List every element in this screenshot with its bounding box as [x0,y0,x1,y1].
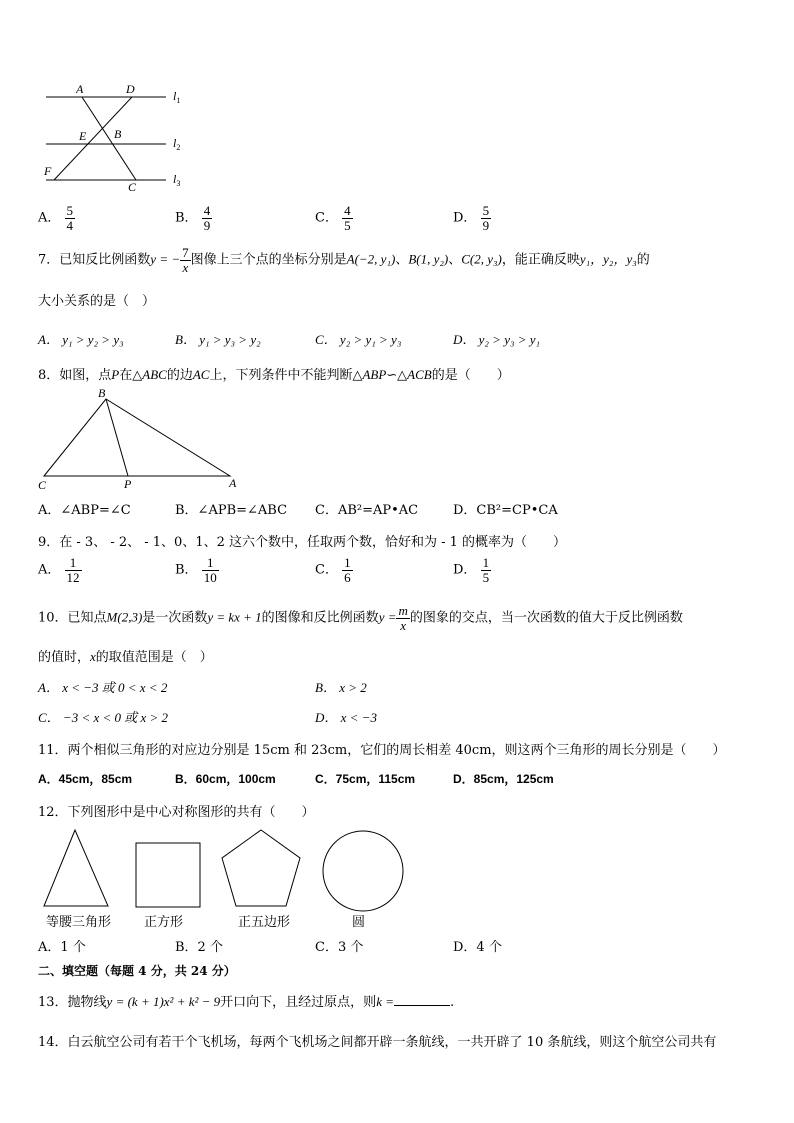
shape-label-pentagon: 正五边形 [238,915,291,930]
shape-label-square: 正方形 [144,915,184,930]
q7-stem-line2: 大小关系的是（ ） [38,294,156,309]
q10-stem: 10．已知点M(2,3)是一次函数y = kx + 1的图像和反比例函数y = $\frac{m}{x}$ 的图象的交点，当一次函数的值大于反比例函数 [38,603,683,633]
label-P: P [124,477,132,491]
q8-option-c: C．AB²=AP•AC [315,503,419,518]
q10-stem-line2: 的值时，x的取值范围是（ ） [38,649,213,665]
q8-option-d: D．CB²=CP•CA [453,503,558,518]
label-A: A [76,82,84,96]
q7-option-b: B． y₁ > y₃ > y₂ [175,332,261,347]
q9-stem: 9．在 - 3、 - 2、 - 1、0、1、2 这六个数中，任取两个数，恰好和为 - 1 的概率为（ ） [38,535,567,550]
q10-option-d: D． x < −3 [315,710,377,725]
q14-stem: 14．白云航空公司有若干个飞机场，每两个飞机场之间都开辟一条航线，一共开辟了 10 条航线，则这个航空公司共有 [38,1035,717,1050]
label-F: F [44,164,52,178]
section-fill-in-heading: 二、填空题（每题 4 分，共 24 分） [38,964,236,978]
label-E: E [79,129,87,143]
q6-option-a: A． $\frac{5}{4}$ [38,203,74,233]
q9-option-d: D． $\frac{1}{5}$ [453,555,490,585]
q7-option-a: A． y₁ > y₂ > y₃ [38,332,124,347]
q12-option-b: B．2 个 [175,940,223,955]
q6-option-c: C． $\frac{4}{5}$ [315,203,351,233]
q10-option-c: C． −3 < x < 0 或 x > 2 [38,710,169,725]
q11-option-a: A．45cm，85cm [38,772,133,786]
q7-option-c: C． y₂ > y₁ > y₃ [315,332,402,347]
square-shape [133,840,205,912]
triangle-abc-figure [30,384,245,492]
shape-label-isosceles-triangle: 等腰三角形 [46,915,112,930]
label-B: B [114,127,122,141]
label-C: C [38,478,47,492]
label-l1: $l_1$ [173,89,181,105]
label-l2: $l_2$ [173,136,181,152]
q7-stem: 7．已知反比例函数y = − $\frac{7}{x}$ 图像上三个点的坐标分别是A(−2, y₁)、B(1, y₂)、C(2, y₃)，能正确反映y₁，y₂，y₃的 [38,245,650,275]
q8-option-a: A．∠ABP=∠C [38,503,131,518]
q10-option-b: B． x > 2 [315,680,367,695]
label-l3: $l_3$ [173,172,181,188]
q12-option-c: C．3 个 [315,940,364,955]
regular-pentagon-shape [218,828,304,910]
q11-stem: 11．两个相似三角形的对应边分别是 15cm 和 23cm，它们的周长相差 40cm，则这两个三角形的周长分别是（ ） [38,743,726,758]
q11-option-d: D．85cm，125cm [453,772,554,786]
q7-option-d: D． y₂ > y₃ > y₁ [453,332,541,347]
q9-option-c: C． $\frac{1}{6}$ [315,555,351,585]
q12-stem: 12．下列图形中是中心对称图形的共有（ ） [38,805,315,820]
parallel-lines-figure [36,78,206,196]
q8-stem: 8．如图，点P在△ABC的边AC上，下列条件中不能判断△ABP∽△ACB的是（ ） [38,367,510,383]
q11-option-c: C．75cm，115cm [315,772,416,786]
q6-option-b: B． $\frac{4}{9}$ [175,203,211,233]
q9-option-a: A． $\frac{1}{12}$ [38,555,80,585]
q12-option-d: D．4 个 [453,940,502,955]
label-A: A [229,476,237,490]
q10-option-a: A． x < −3 或 0 < x < 2 [38,680,168,695]
label-C: C [128,180,137,194]
q12-option-a: A．1 个 [38,940,86,955]
q8-option-b: B．∠APB=∠ABC [175,503,288,518]
label-D: D [126,82,135,96]
label-B: B [98,386,106,400]
answer-blank[interactable] [394,993,450,1006]
circle-shape [320,828,406,914]
q9-option-b: B． $\frac{1}{10}$ [175,555,217,585]
q6-option-d: D． $\frac{5}{9}$ [453,203,490,233]
q11-option-b: B．60cm，100cm [175,772,276,786]
isosceles-triangle-shape [40,828,125,910]
q13-stem: 13．抛物线y = (k + 1)x² + k² − 9开口向下，且经过原点，则k = . [38,994,455,1010]
shape-label-circle: 圆 [352,915,366,930]
